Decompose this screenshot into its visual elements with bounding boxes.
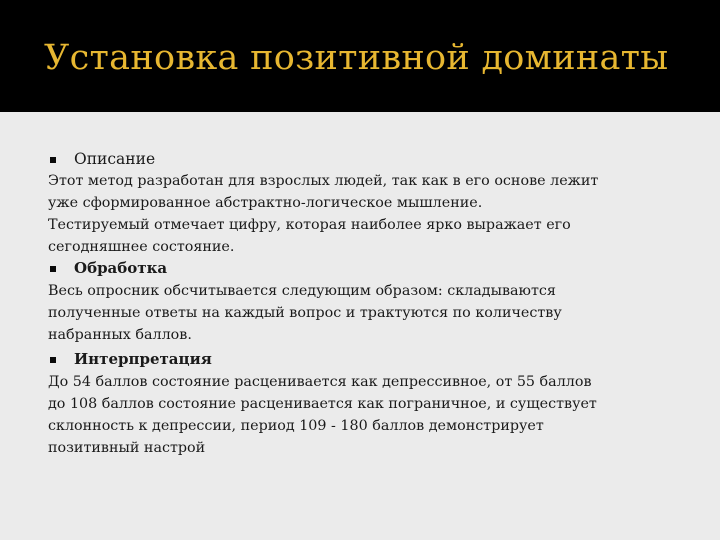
square-bullet-icon xyxy=(50,157,56,163)
section-heading-interpretation xyxy=(48,348,713,371)
slide-title: Установка позитивной доминаты xyxy=(44,38,669,78)
square-bullet-icon xyxy=(50,266,56,272)
paragraph-processing: Весь опросник обсчитывается следующим образом: складываются полученные ответы на каждый вопрос и трактуются по количеству набранных баллов. xyxy=(48,283,562,343)
section-heading-processing xyxy=(48,257,713,280)
section-heading-label: Интерпретация xyxy=(74,350,212,368)
section-heading-label: Описание xyxy=(74,150,156,168)
slide-header xyxy=(0,0,720,112)
slide-content xyxy=(48,148,713,459)
square-bullet-icon xyxy=(50,357,56,363)
paragraph-method-description: Этот метод разработан для взрослых людей, так как в его основе лежит уже сформированное абстрактно-логическое мышление. xyxy=(48,173,599,211)
section-heading-label: Обработка xyxy=(74,259,168,277)
paragraph-test-subject: Тестируемый отмечает цифру, которая наиболее ярко выражает его сегодняшнее состояние. xyxy=(48,217,571,255)
section-heading-description xyxy=(48,148,713,171)
paragraph-interpretation: До 54 баллов состояние расценивается как депрессивное, от 55 баллов до 108 баллов состояние расценивается как пограничное, и существует склонность к депрессии, период 109 - 180 баллов демонстрирует позитивный настрой xyxy=(48,374,597,456)
